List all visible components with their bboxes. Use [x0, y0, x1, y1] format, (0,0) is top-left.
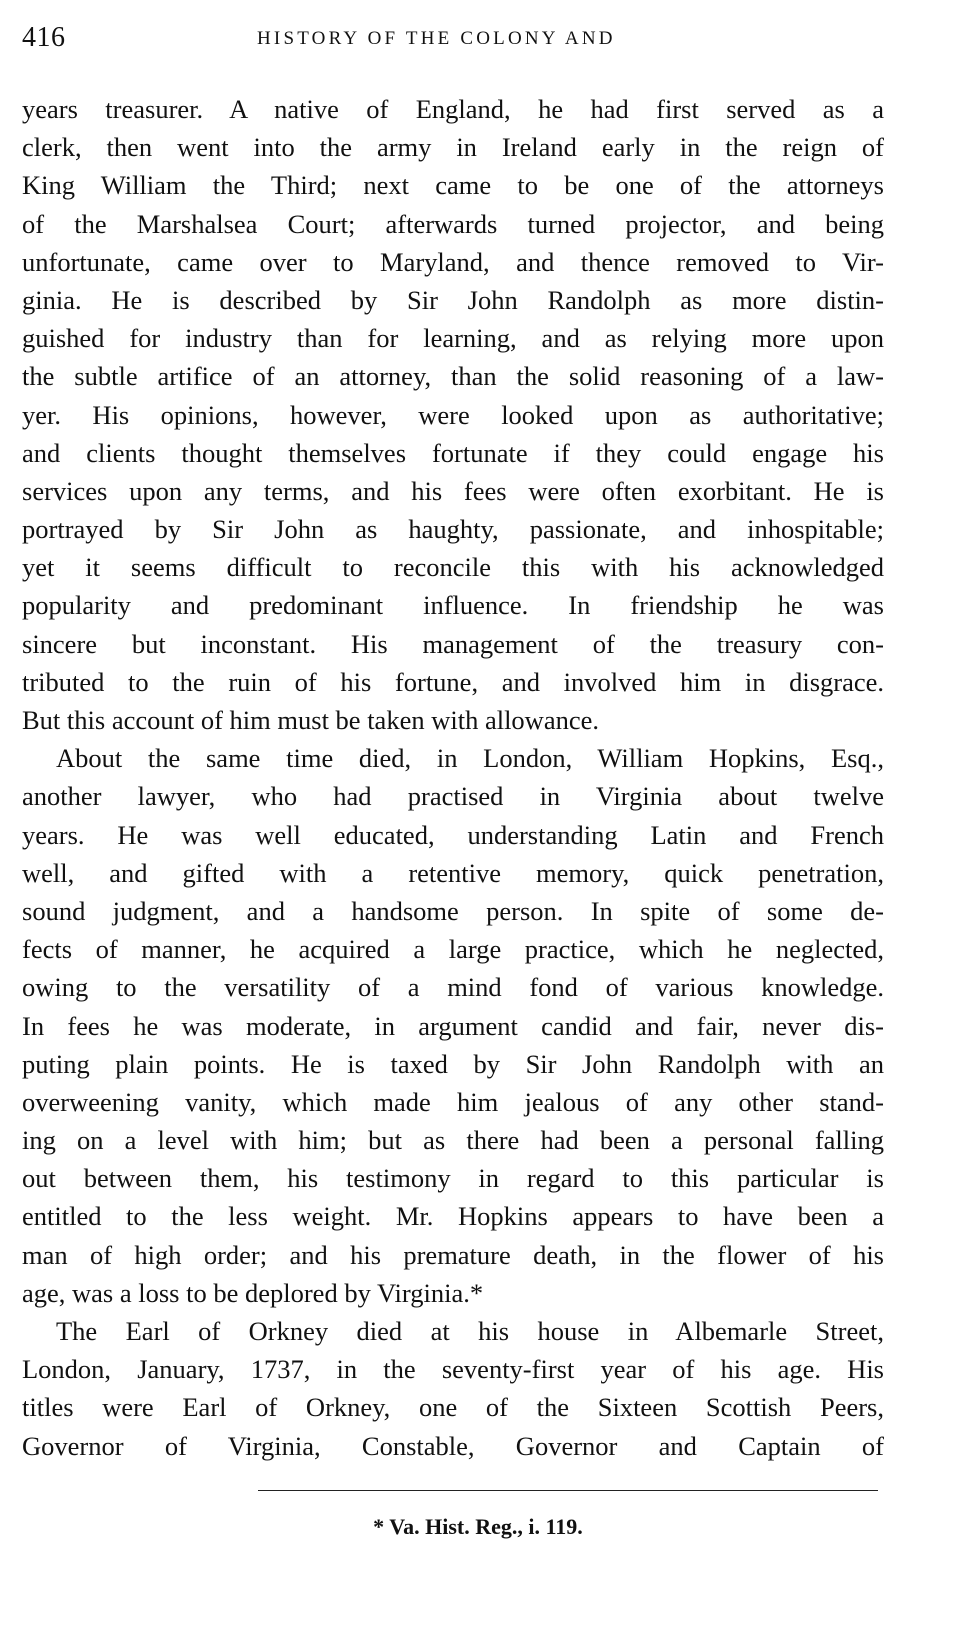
text-line: man of high order; and his premature death, in the flower of his: [22, 1239, 884, 1270]
text-line: titles were Earl of Orkney, one of the Sixteen Scottish Peers,: [22, 1392, 884, 1423]
text-line: age, was a loss to be deplored by Virginia.*: [22, 1277, 484, 1308]
text-line: But this account of him must be taken with allowance.: [22, 705, 599, 735]
text-line: services upon any terms, and his fees were often exorbitant. He is: [22, 475, 884, 506]
text-line: well, and gifted with a retentive memory, quick penetration,: [22, 857, 884, 888]
footnote: * Va. Hist. Reg., i. 119.: [373, 1514, 583, 1539]
text-line: owing to the versatility of a mind fond of various knowledge.: [22, 972, 884, 1003]
paragraph: [22, 1312, 884, 1465]
running-head: HISTORY OF THE COLONY AND: [257, 28, 616, 49]
text-line: yet it seems difficult to reconcile this with his acknowledged: [22, 552, 884, 583]
book-page: [22, 14, 884, 1634]
text-line: portrayed by Sir John as haughty, passionate, and inhospitable;: [22, 514, 884, 545]
text-line: King William the Third; next came to be one of the attorneys: [22, 170, 884, 201]
text-line: years treasurer. A native of England, he had first served as a: [22, 94, 884, 124]
text-line: sincere but inconstant. His management of the treasury con-: [22, 628, 884, 659]
text-line: popularity and predominant influence. In friendship he was: [22, 590, 884, 621]
text-line: sound judgment, and a handsome person. In spite of some de-: [22, 895, 884, 926]
text-line: puting plain points. He is taxed by Sir John Randolph with an: [22, 1048, 884, 1079]
footnote-divider: [258, 1490, 878, 1491]
page-header: [22, 14, 884, 64]
paragraph: [22, 739, 884, 1312]
text-line: overweening vanity, which made him jealous of any other stand-: [22, 1086, 884, 1117]
text-line: ing on a level with him; but as there had been a personal falling: [22, 1125, 884, 1156]
text-line: another lawyer, who had practised in Virginia about twelve: [22, 781, 884, 812]
text-line: and clients thought themselves fortunate if they could engage his: [22, 437, 884, 468]
text-line: In fees he was moderate, in argument candid and fair, never dis-: [22, 1010, 884, 1041]
text-line: out between them, his testimony in regard to this particular is: [22, 1163, 884, 1194]
text-line: years. He was well educated, understanding Latin and French: [22, 819, 884, 850]
text-line: tributed to the ruin of his fortune, and involved him in disgrace.: [22, 666, 884, 697]
text-line: unfortunate, came over to Maryland, and thence removed to Vir-: [22, 246, 884, 277]
text-line: fects of manner, he acquired a large practice, which he neglected,: [22, 934, 884, 965]
text-line: entitled to the less weight. Mr. Hopkins appears to have been a: [22, 1201, 884, 1232]
body-text: [22, 90, 884, 1465]
text-line: guished for industry than for learning, and as relying more upon: [22, 323, 884, 354]
text-line: London, January, 1737, in the seventy-first year of his age. His: [22, 1354, 884, 1385]
text-line: About the same time died, in London, William Hopkins, Esq.,: [56, 743, 884, 774]
text-line: ginia. He is described by Sir John Randolph as more distin-: [22, 284, 884, 315]
text-line: Governor of Virginia, Constable, Governor and Captain of: [22, 1430, 884, 1461]
page-number: 416: [22, 22, 66, 53]
text-line: clerk, then went into the army in Ireland early in the reign of: [22, 132, 884, 163]
text-line: The Earl of Orkney died at his house in Albemarle Street,: [56, 1316, 884, 1346]
paragraph: [22, 90, 884, 739]
text-line: of the Marshalsea Court; afterwards turned projector, and being: [22, 208, 884, 239]
text-line: yer. His opinions, however, were looked upon as authoritative;: [22, 399, 884, 430]
text-line: the subtle artifice of an attorney, than the solid reasoning of a law-: [22, 361, 884, 392]
